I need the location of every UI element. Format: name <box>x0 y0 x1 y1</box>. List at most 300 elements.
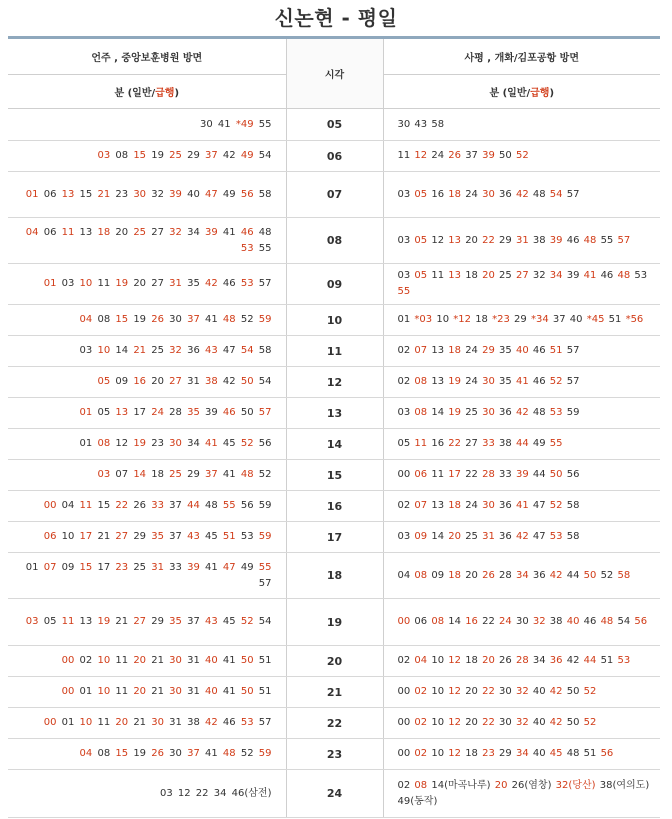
minute: 19 <box>133 314 147 325</box>
minute: 09 <box>115 376 129 387</box>
minute: 50 <box>566 686 580 697</box>
timetable-row <box>8 367 660 398</box>
minute: 52 <box>240 748 254 759</box>
express-minute: 48 <box>222 314 236 325</box>
express-minute: 47 <box>222 561 236 573</box>
express-minute: 42 <box>515 407 529 418</box>
minute: 19 <box>151 150 164 161</box>
minute: 31 <box>169 717 182 728</box>
minute: 18 <box>475 314 488 325</box>
right-minutes-cell <box>383 646 660 677</box>
express-minute: 17 <box>448 469 461 480</box>
express-minute: 19 <box>97 616 111 627</box>
minute: 03 <box>159 787 173 799</box>
express-minute: 37 <box>205 469 218 480</box>
right-minutes-cell <box>383 553 660 599</box>
left-minutes-cell <box>8 646 286 677</box>
minute: 31 <box>187 376 200 387</box>
timetable-row <box>8 264 660 305</box>
minute-label-express: 급행 <box>155 88 175 99</box>
express-minute: 27 <box>169 376 182 387</box>
minute: 14 <box>431 407 445 418</box>
express-minute: 08 <box>97 438 111 449</box>
timetable-row <box>8 677 660 708</box>
express-minute: *56 <box>625 314 644 325</box>
minute: 11 <box>97 717 111 728</box>
minute: 14 <box>115 345 129 356</box>
minute: 54 <box>617 616 631 627</box>
minute: 17 <box>97 561 111 573</box>
express-minute: 04 <box>79 314 93 325</box>
express-minute: 55 <box>258 561 272 573</box>
minute: 10 <box>61 531 75 542</box>
express-minute: 21 <box>97 188 111 200</box>
express-minute: 10 <box>79 278 93 289</box>
hour-cell: 18 <box>286 553 383 599</box>
minute: 07 <box>115 469 129 480</box>
express-minute: 36 <box>549 655 563 666</box>
minute: 30 <box>397 118 411 130</box>
minute: 46 <box>222 278 236 289</box>
minute: 45 <box>222 438 236 449</box>
express-minute: 56 <box>634 616 648 627</box>
minute: 00 <box>397 469 411 480</box>
minute: 40 <box>532 717 546 728</box>
minute: 31 <box>187 655 200 666</box>
express-minute: 26 <box>448 150 461 161</box>
minute: 36 <box>499 531 512 542</box>
minute: 03 <box>397 531 411 542</box>
express-minute: 01 <box>43 278 57 289</box>
right-minutes-cell <box>383 522 660 553</box>
minute: 49 <box>240 561 254 573</box>
express-minute: 33 <box>151 500 164 511</box>
minute: 29 <box>133 531 147 542</box>
minute: 20 <box>465 234 478 246</box>
express-minute: 18 <box>448 345 461 356</box>
minute: 23 <box>115 188 129 200</box>
express-minute: 29 <box>482 345 495 356</box>
minute: 38 <box>187 717 200 728</box>
minute: 55 <box>258 242 272 254</box>
minute: 13 <box>431 376 445 387</box>
minute: 58 <box>566 500 580 511</box>
express-minute: 39 <box>482 150 495 161</box>
express-minute: 52 <box>515 150 529 161</box>
minute: 01 <box>397 314 411 325</box>
express-minute: 02 <box>414 717 428 728</box>
minute: 00 <box>397 686 411 697</box>
time-column-header: 시각 <box>286 38 383 109</box>
minute: 02 <box>397 376 411 387</box>
minute: 27 <box>465 438 478 449</box>
express-minute: 16 <box>133 376 147 387</box>
minute: 28 <box>169 407 182 418</box>
express-minute: 41 <box>583 270 597 281</box>
express-minute: 05 <box>414 270 428 281</box>
minute: 23 <box>151 438 164 449</box>
minute: 09 <box>61 561 75 573</box>
express-minute: 26 <box>482 569 495 581</box>
minute: 21 <box>151 655 164 666</box>
right-minutes-cell <box>383 367 660 398</box>
minute: 11 <box>115 686 129 697</box>
hour-cell: 06 <box>286 141 383 172</box>
express-minute: 40 <box>205 686 218 697</box>
express-minute: 11 <box>79 500 93 511</box>
minute: 43 <box>414 118 428 130</box>
minute: 24 <box>465 188 478 200</box>
right-minutes-cell <box>383 172 660 218</box>
express-minute: 20 <box>482 270 495 281</box>
minute: 25 <box>133 561 147 573</box>
minute: 50 <box>240 407 254 418</box>
left-minutes-cell <box>8 218 286 264</box>
express-minute: 30 <box>169 655 182 666</box>
express-minute: 50 <box>240 686 254 697</box>
express-minute: 46 <box>222 407 236 418</box>
minute: 21 <box>115 616 129 627</box>
minute: 00 <box>397 717 411 728</box>
minute: 29 <box>187 150 200 161</box>
express-minute: 32 <box>532 616 546 627</box>
express-minute: 43 <box>205 616 218 627</box>
timetable-row <box>8 141 660 172</box>
minute: 04 <box>61 500 75 511</box>
hour-cell: 11 <box>286 336 383 367</box>
minute: 06 <box>43 226 57 238</box>
hour-cell: 10 <box>286 305 383 336</box>
right-direction-header: 사평 , 개화/김포공항 방면 <box>383 38 660 75</box>
express-minute: 15 <box>133 150 147 161</box>
minute: 30 <box>169 314 182 325</box>
minute: 30 <box>499 717 512 728</box>
minute: 54 <box>258 616 272 627</box>
hour-cell: 16 <box>286 491 383 522</box>
express-minute: 37 <box>205 150 218 161</box>
express-minute: 08 <box>414 407 428 418</box>
express-minute: 43 <box>187 531 200 542</box>
left-minutes-cell <box>8 491 286 522</box>
express-minute: 19 <box>115 278 129 289</box>
minute: 54 <box>258 376 272 387</box>
express-minute: 32 <box>515 717 529 728</box>
express-minute: 33 <box>482 438 495 449</box>
minute: 37 <box>169 531 182 542</box>
minute: 31 <box>187 686 200 697</box>
express-minute: 30 <box>151 717 164 728</box>
minute: 14 <box>431 531 445 542</box>
minute: 29 <box>151 616 164 627</box>
express-minute: 15 <box>115 314 129 325</box>
express-minute: 11 <box>61 226 75 238</box>
express-minute: 17 <box>79 531 93 542</box>
express-minute: 50 <box>583 569 597 581</box>
express-minute: 57 <box>258 407 272 418</box>
minute: 21 <box>133 717 147 728</box>
timetable-row <box>8 336 660 367</box>
express-minute: 18 <box>97 226 111 238</box>
minute: 03 <box>397 270 411 281</box>
express-minute: 41 <box>205 438 218 449</box>
left-minutes-cell <box>8 264 286 305</box>
express-minute: 05 <box>97 376 111 387</box>
express-minute: 22 <box>448 438 461 449</box>
minute: 30 <box>169 748 182 759</box>
express-minute: 12 <box>448 717 461 728</box>
express-minute: 35 <box>187 407 200 418</box>
express-minute: 43 <box>205 345 218 356</box>
left-minutes-cell <box>8 109 286 141</box>
timetable-row <box>8 708 660 739</box>
minute: 34 <box>187 226 200 238</box>
minute: 03 <box>397 234 411 246</box>
timetable-row <box>8 218 660 264</box>
express-minute: 01 <box>79 407 93 418</box>
express-minute: 00 <box>43 500 57 511</box>
minute: 01 <box>61 717 75 728</box>
express-minute: 31 <box>515 234 529 246</box>
express-minute: 23 <box>482 748 495 759</box>
minute: 56 <box>240 500 254 511</box>
hour-cell: 09 <box>286 264 383 305</box>
minute: 48 <box>532 407 546 418</box>
minute: 27 <box>151 278 164 289</box>
minute: 49 <box>222 188 236 200</box>
left-minutes-cell <box>8 708 286 739</box>
minute: 21 <box>97 531 111 542</box>
minute: 40 <box>532 748 546 759</box>
left-minutes-cell <box>8 553 286 599</box>
express-minute: 58 <box>617 569 631 581</box>
minute: 20 <box>465 717 478 728</box>
minute: 02 <box>397 655 411 666</box>
express-minute: 27 <box>133 616 147 627</box>
express-minute: 24 <box>151 407 164 418</box>
express-minute: 00 <box>61 686 75 697</box>
hour-cell: 15 <box>286 460 383 491</box>
minute: 22 <box>482 616 495 627</box>
express-minute: 34 <box>515 748 529 759</box>
minute: 24 <box>465 376 478 387</box>
left-minutes-cell <box>8 172 286 218</box>
express-minute: 31 <box>482 531 495 542</box>
right-minutes-cell <box>383 770 660 818</box>
minute: 29 <box>514 314 527 325</box>
express-minute: 10 <box>97 655 111 666</box>
express-minute: 52 <box>549 500 563 511</box>
express-minute: 27 <box>115 531 129 542</box>
express-minute: 39 <box>169 188 182 200</box>
minute: 05 <box>97 407 111 418</box>
express-minute: 02 <box>414 686 428 697</box>
minute: 11 <box>431 469 445 480</box>
express-minute: 22 <box>482 717 495 728</box>
express-minute: 53 <box>617 655 631 666</box>
express-minute: 15 <box>79 561 93 573</box>
express-minute: 10 <box>97 686 111 697</box>
right-minutes-cell <box>383 218 660 264</box>
express-minute: 39 <box>549 234 563 246</box>
express-minute: 39 <box>205 226 218 238</box>
minute: 28 <box>499 569 512 581</box>
right-minutes-cell <box>383 336 660 367</box>
express-minute: 35 <box>169 616 182 627</box>
minute-label-suffix: ) <box>174 88 180 99</box>
express-minute: 51 <box>549 345 563 356</box>
minute: 35 <box>499 345 512 356</box>
right-minutes-cell <box>383 264 660 305</box>
express-minute: 20 <box>482 655 495 666</box>
express-minute: 19 <box>448 376 461 387</box>
minute: 55 <box>258 118 272 130</box>
minute: 10 <box>431 686 445 697</box>
express-minute: 13 <box>115 407 129 418</box>
timetable-row <box>8 770 660 818</box>
express-minute: 34 <box>549 270 563 281</box>
express-minute: 32 <box>169 226 182 238</box>
express-minute: 42 <box>515 531 529 542</box>
timetable-row <box>8 305 660 336</box>
minute: 57 <box>258 717 272 728</box>
minute: 36 <box>187 345 200 356</box>
left-minutes-cell <box>8 336 286 367</box>
hour-cell: 08 <box>286 218 383 264</box>
minute: 52 <box>240 314 254 325</box>
express-minute: 34 <box>515 569 529 581</box>
express-minute: *45 <box>586 314 605 325</box>
left-minutes-cell <box>8 599 286 646</box>
minute: 37 <box>169 500 182 511</box>
minute: 39 <box>566 270 580 281</box>
minute: 38 <box>499 438 512 449</box>
page-title: 신논현 - 평일 <box>274 6 398 30</box>
minute-label-prefix: 분 (일반/ <box>114 88 156 99</box>
express-minute: 55 <box>397 286 411 297</box>
minute: 32 <box>151 188 164 200</box>
timetable-row <box>8 491 660 522</box>
minute: 58 <box>258 345 272 356</box>
timetable-row <box>8 739 660 770</box>
minute-label-prefix: 분 (일반/ <box>489 88 531 99</box>
minute: 36 <box>499 407 512 418</box>
minute: 13 <box>79 616 93 627</box>
express-minute: 19 <box>133 438 147 449</box>
express-minute: 30 <box>169 438 182 449</box>
minute: 57 <box>566 376 580 387</box>
minute: 33 <box>169 561 182 573</box>
express-minute: 52 <box>583 686 597 697</box>
minute: 51 <box>258 686 272 697</box>
minute: 50 <box>566 717 580 728</box>
minute: 05 <box>43 616 57 627</box>
express-minute: 42 <box>205 717 218 728</box>
express-minute: 18 <box>448 188 461 200</box>
minute: 37 <box>465 150 478 161</box>
minute: 48 <box>258 226 272 238</box>
minute: 09 <box>431 569 445 581</box>
express-minute: 16 <box>465 616 478 627</box>
left-minutes-cell <box>8 367 286 398</box>
express-minute: 25 <box>169 150 182 161</box>
right-minutes-cell <box>383 491 660 522</box>
left-direction-header: 언주 , 중앙보훈병원 방면 <box>8 38 286 75</box>
minute: 14 <box>448 616 461 627</box>
minute: 30 <box>499 686 512 697</box>
express-minute: 01 <box>25 188 39 200</box>
express-minute: 42 <box>549 686 563 697</box>
express-minute: 00 <box>43 717 57 728</box>
express-minute: 48 <box>600 616 614 627</box>
minute: 20 <box>465 569 478 581</box>
express-minute: 32 <box>169 345 182 356</box>
express-minute: 07 <box>414 500 428 511</box>
minute: 24 <box>431 150 445 161</box>
express-minute: 37 <box>187 314 200 325</box>
express-minute: 53 <box>549 531 563 542</box>
minute: 47 <box>222 345 236 356</box>
minute: 38 <box>549 616 563 627</box>
minute: 41 <box>217 118 231 130</box>
minute: 05 <box>397 438 411 449</box>
express-minute: 03 <box>97 469 111 480</box>
express-minute: 52 <box>240 616 254 627</box>
express-minute: 28 <box>515 655 529 666</box>
express-minute: 00 <box>61 655 75 666</box>
minute: 58 <box>431 118 445 130</box>
timetable <box>8 36 660 818</box>
minute: 12 <box>431 234 445 246</box>
minute: 37 <box>187 616 200 627</box>
minute: 22 <box>195 787 209 799</box>
express-minute: 04 <box>79 748 93 759</box>
express-minute: 20 <box>115 717 129 728</box>
express-minute: 32(당산) <box>555 779 596 791</box>
minute: 41 <box>222 655 236 666</box>
minute: 11 <box>97 278 111 289</box>
minute: 45 <box>205 531 218 542</box>
hour-cell: 07 <box>286 172 383 218</box>
express-minute: 56 <box>600 748 614 759</box>
express-minute: 14 <box>133 469 147 480</box>
express-minute: 53 <box>240 278 254 289</box>
express-minute: 12 <box>414 150 428 161</box>
minute: 41 <box>222 226 236 238</box>
express-minute: 19 <box>448 407 461 418</box>
minute: 51 <box>608 314 622 325</box>
express-minute: 26 <box>151 314 164 325</box>
left-minutes-cell <box>8 305 286 336</box>
minute: 40 <box>187 188 200 200</box>
minute: 08 <box>97 748 111 759</box>
minute: 46 <box>532 376 546 387</box>
minute: 42 <box>566 655 580 666</box>
minute: 13 <box>431 500 445 511</box>
minute: 59 <box>566 407 580 418</box>
minute: 01 <box>25 561 39 573</box>
express-minute: 03 <box>25 616 39 627</box>
minute: 02 <box>397 500 411 511</box>
minute: 30 <box>515 616 529 627</box>
express-minute: 18 <box>448 500 461 511</box>
minute: 34 <box>532 655 546 666</box>
express-minute: 57 <box>617 234 631 246</box>
minute: 36 <box>499 188 512 200</box>
minute: 16 <box>431 188 445 200</box>
minute: 01 <box>79 686 93 697</box>
right-minutes-cell <box>383 398 660 429</box>
express-minute: 53 <box>240 717 254 728</box>
